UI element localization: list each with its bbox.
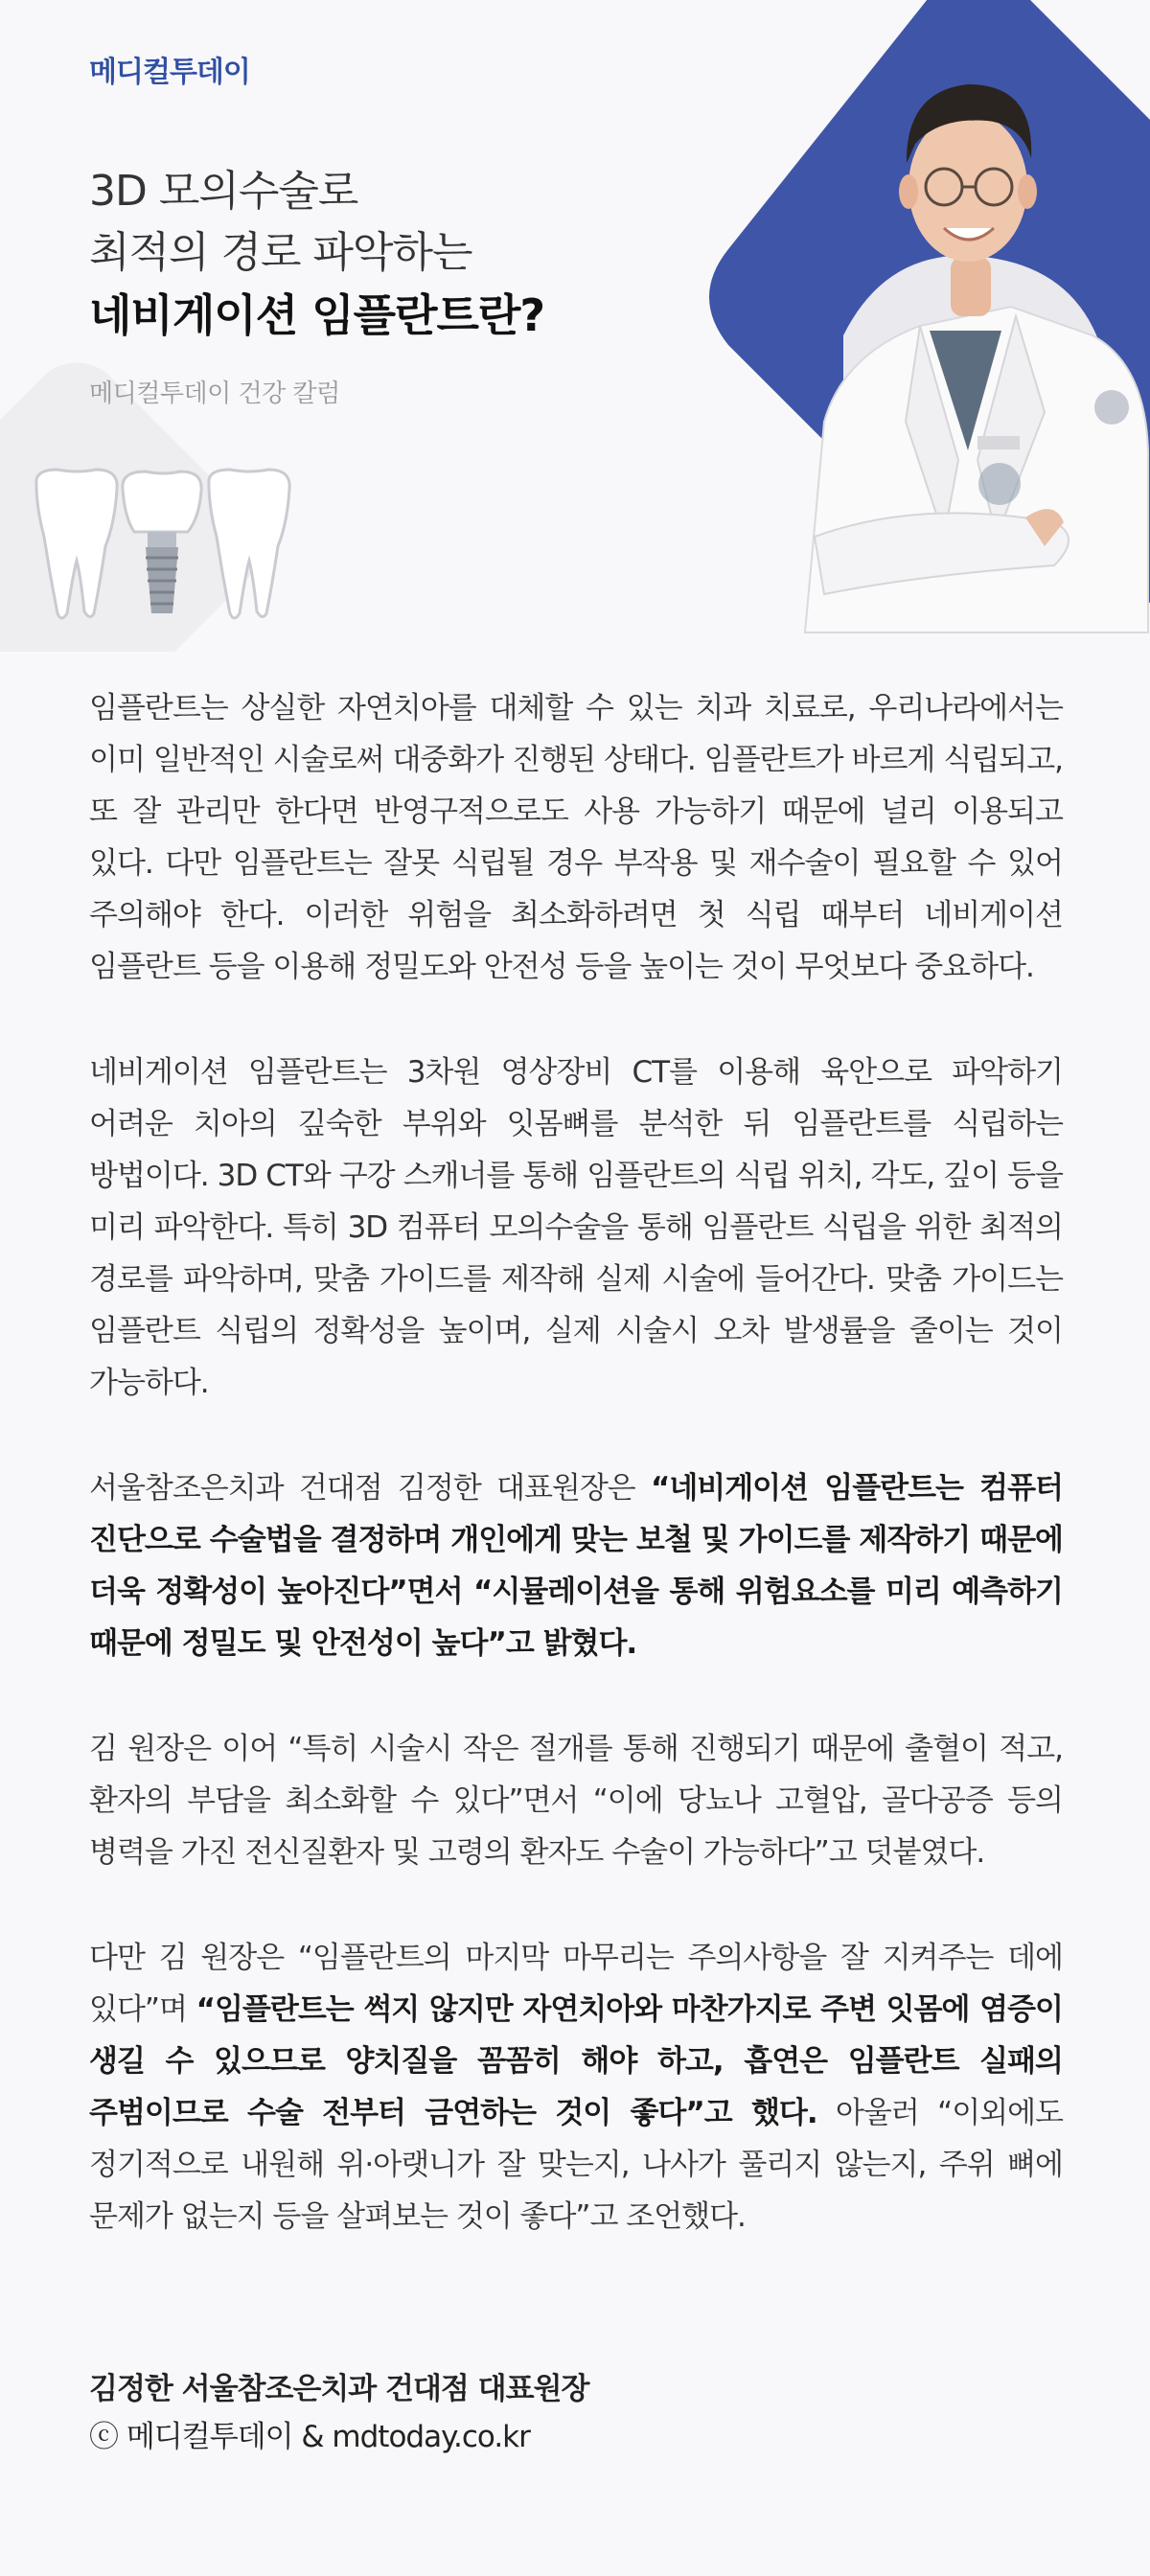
headline-line-2: 최적의 경로 파악하는: [89, 228, 472, 277]
paragraph-4: 김 원장은 이어 “특히 시술시 작은 절개를 통해 진행되기 때문에 출혈이 적고, 환자의 부담을 최소화할 수 있다”면서 “이에 당뇨나 고혈압, 골다공증 등의 병력을 가진 전신질환자 및 고령의 환자도 수술이 가능하다”고 덧붙였다.: [89, 1732, 1063, 1870]
article-body: [89, 682, 1063, 2296]
paragraph-3: [89, 1462, 1063, 1669]
paragraph-5: [89, 1932, 1063, 2242]
paragraph-3-quote: “네비게이션 임플란트는 컴퓨터 진단으로 수술법을 결정하며 개인에게 맞는 보철 및 가이드를 제작하기 때문에 더욱 정확성이 높아진다”면서 “시뮬레이션을 통해 위험요소를 미리 예측하기 때문에 정밀도 및 안전성이 높다”고 밝혔다.: [89, 1471, 1063, 1661]
headline: [89, 161, 544, 347]
paragraph-5-tail: 아울러 “이외에도 정기적으로 내원해 위·아랫니가 잘 맞는지, 나사가 풀리지 않는지, 주위 뼈에 문제가 없는지 등을 살펴보는 것이 좋다”고 조언했다.: [89, 2096, 1063, 2234]
paragraph-5-lead: 다만 김 원장은 “임플란트의 마지막 마무리는 주의사항을 잘 지켜주는 데에 있다”며: [89, 1941, 1063, 2027]
headline-line-3: 네비게이션 임플란트란?: [89, 289, 545, 341]
paragraph-3-lead: 서울참조은치과 건대점 김정한 대표원장은: [89, 1471, 651, 1506]
paragraph-5-quote: “임플란트는 썩지 않지만 자연치아와 마찬가지로 주변 잇몸에 염증이 생길 수 있으므로 양치질을 꼼꼼히 해야 하고, 흡연은 임플란트 실패의 주범이므로 수술 전부터 금연하는 것이 좋다”고 했다.: [89, 1992, 1063, 2130]
column-category: 메디컬투데이 건강 칼럼: [89, 380, 340, 408]
headline-line-1: 3D 모의수술로: [89, 167, 358, 216]
copyright-notice: ⓒ 메디컬투데이 & mdtoday.co.kr: [89, 2420, 530, 2454]
brand-logo[interactable]: 메디컬투데이: [89, 56, 250, 89]
paragraph-2: 네비게이션 임플란트는 3차원 영상장비 CT를 이용해 육안으로 파악하기 어려운 치아의 깊숙한 부위와 잇몸뼈를 분석한 뒤 임플란트를 식립하는 방법이다. 3D CT와 구강 스캐너를 통해 임플란트의 식립 위치, 각도, 깊이 등을 미리 파악한다. 특히 3D 컴퓨터 모의수술을 통해 임플란트 식립을 위한 최적의 경로를 파악하며, 맞춤 가이드를 제작해 실제 시술에 들어간다. 맞춤 가이드는 임플란트 식립의 정확성을 높이며, 실제 시술시 오차 발생률을 줄이는 것이 가능하다.: [89, 1055, 1063, 1400]
author-signature: [89, 2365, 588, 2461]
author-name: 김정한 서울참조은치과 건대점 대표원장: [89, 2372, 589, 2406]
paragraph-1: 임플란트는 상실한 자연치아를 대체할 수 있는 치과 치료로, 우리나라에서는 이미 일반적인 시술로써 대중화가 진행된 상태다. 임플란트가 바르게 식립되고, 또 잘 관리만 한다면 반영구적으로도 사용 가능하기 때문에 널리 이용되고 있다. 다만 임플란트는 잘못 식립될 경우 부작용 및 재수술이 필요할 수 있어 주의해야 한다. 이러한 위험을 최소화하려면 첫 식립 때부터 네비게이션 임플란트 등을 이용해 정밀도와 안전성 등을 높이는 것이 무엇보다 중요하다.: [89, 691, 1063, 984]
